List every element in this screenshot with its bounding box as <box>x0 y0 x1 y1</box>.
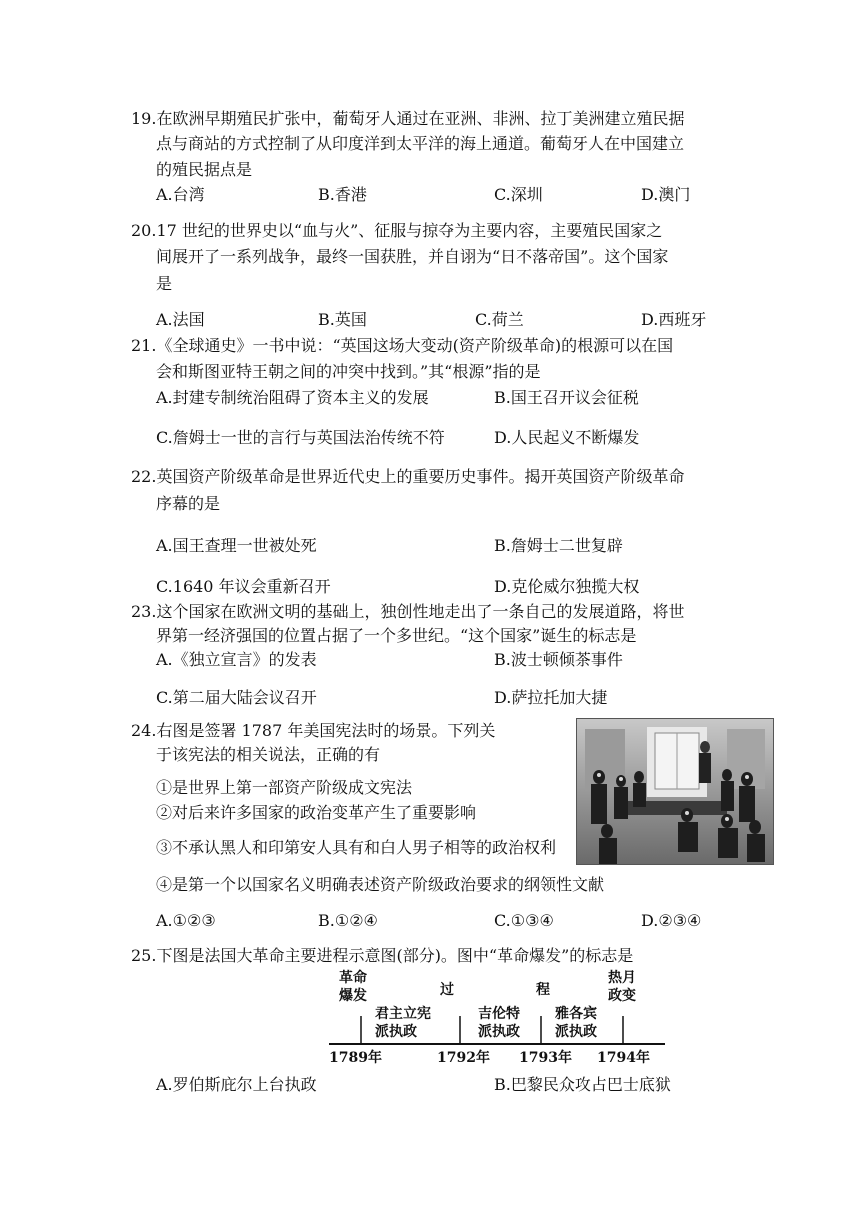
q21-line1: 21.《全球通史》一书中说：“英国这场大变动(资产阶级革命)的根源可以在国 <box>131 336 674 355</box>
q21-option-c: C.詹姆士一世的言行与英国法治传统不符 <box>156 428 445 447</box>
timeline-period-jacobin-1: 雅各宾 <box>555 1006 597 1022</box>
q24-option-b: B.①②④ <box>318 911 378 930</box>
q24-statement-1: ①是世界上第一部资产阶级成文宪法 <box>156 778 413 797</box>
q19-line1: 19.在欧洲早期殖民扩张中，葡萄牙人通过在亚洲、非洲、拉丁美洲建立殖民据 <box>131 109 685 128</box>
q20-line3: 是 <box>156 274 173 293</box>
q24-line2: 于该宪法的相关说法，正确的有 <box>156 745 381 764</box>
timeline-period-jacobin-2: 派执政 <box>555 1024 597 1040</box>
q24-option-c: C.①③④ <box>494 911 554 930</box>
timeline-label-revolution-2: 爆发 <box>339 988 367 1004</box>
q24-statement-3: ③不承认黑人和印第安人具有和白人男子相等的政治权利 <box>156 838 557 857</box>
q20-line2: 间展开了一系列战争，最终一国获胜，并自诩为“日不落帝国”。这个国家 <box>156 247 669 266</box>
q22-line2: 序幕的是 <box>156 494 221 513</box>
q20-option-d: D.西班牙 <box>641 310 707 329</box>
timeline-period-girondin-1: 吉伦特 <box>478 1006 520 1022</box>
q23-option-a: A.《独立宣言》的发表 <box>156 650 317 669</box>
q25-option-a: A.罗伯斯庇尔上台执政 <box>156 1075 317 1094</box>
q20-option-c: C.荷兰 <box>475 310 524 329</box>
q19-option-d: D.澳门 <box>641 185 691 204</box>
q24-statement-4: ④是第一个以国家名义明确表述资产阶级政治要求的纲领性文献 <box>156 875 605 894</box>
timeline-period-girondin-2: 派执政 <box>478 1024 520 1040</box>
timeline-label-process-2: 程 <box>536 982 550 998</box>
q19-option-a: A.台湾 <box>156 185 205 204</box>
timeline-year-1793: 1793年 <box>519 1050 572 1066</box>
q19-option-c: C.深圳 <box>494 185 543 204</box>
q19-line2: 点与商站的方式控制了从印度洋到太平洋的海上通道。葡萄牙人在中国建立 <box>156 134 685 153</box>
q23-line1: 23.这个国家在欧洲文明的基础上，独创性地走出了一条自己的发展道路，将世 <box>131 602 685 621</box>
q22-option-c: C.1640 年议会重新召开 <box>156 577 331 596</box>
timeline-period-constitutional-1: 君主立宪 <box>375 1006 431 1022</box>
q23-line2: 界第一经济强国的位置占据了一个多世纪。“这个国家”诞生的标志是 <box>156 626 637 645</box>
q21-option-a: A.封建专制统治阻碍了资本主义的发展 <box>156 388 429 407</box>
timeline-year-1794: 1794年 <box>597 1050 650 1066</box>
q22-option-d: D.克伦威尔独揽大权 <box>494 577 640 596</box>
q19-line3: 的殖民据点是 <box>156 160 253 179</box>
q25-option-b: B.巴黎民众攻占巴士底狱 <box>494 1075 671 1094</box>
q22-line1: 22.英国资产阶级革命是世界近代史上的重要历史事件。揭开英国资产阶级革命 <box>131 467 685 486</box>
q22-option-b: B.詹姆士二世复辟 <box>494 536 623 555</box>
q21-option-d: D.人民起义不断爆发 <box>494 428 640 447</box>
q19-option-b: B.香港 <box>318 185 367 204</box>
q23-option-c: C.第二届大陆会议召开 <box>156 688 317 707</box>
timeline-label-thermidor-2: 政变 <box>608 988 636 1004</box>
constitution-signing-image <box>576 718 774 865</box>
timeline-label-revolution-1: 革命 <box>339 970 367 986</box>
q23-option-b: B.波士顿倾茶事件 <box>494 650 623 669</box>
q24-statement-2: ②对后来许多国家的政治变革产生了重要影响 <box>156 803 477 822</box>
timeline-year-1792: 1792年 <box>437 1050 490 1066</box>
q22-option-a: A.国王查理一世被处死 <box>156 536 317 555</box>
revolution-timeline <box>325 968 675 1073</box>
q23-option-d: D.萨拉托加大捷 <box>494 688 608 707</box>
q20-option-a: A.法国 <box>156 310 205 329</box>
q21-line2: 会和斯图亚特王朝之间的冲突中找到。”其“根源”指的是 <box>156 362 541 381</box>
timeline-year-1789: 1789年 <box>329 1050 382 1066</box>
q25-line1: 25.下图是法国大革命主要进程示意图(部分)。图中“革命爆发”的标志是 <box>131 946 634 965</box>
q24-line1: 24.右图是签署 1787 年美国宪法时的场景。下列关 <box>131 721 496 740</box>
q24-option-a: A.①②③ <box>156 911 216 930</box>
q21-option-b: B.国王召开议会征税 <box>494 388 639 407</box>
q20-line1: 20.17 世纪的世界史以“血与火”、征服与掠夺为主要内容，主要殖民国家之 <box>131 221 663 240</box>
timeline-label-process-1: 过 <box>440 982 454 998</box>
q20-option-b: B.英国 <box>318 310 367 329</box>
q24-option-d: D.②③④ <box>641 911 702 930</box>
timeline-period-constitutional-2: 派执政 <box>375 1024 417 1040</box>
timeline-label-thermidor-1: 热月 <box>608 970 636 986</box>
